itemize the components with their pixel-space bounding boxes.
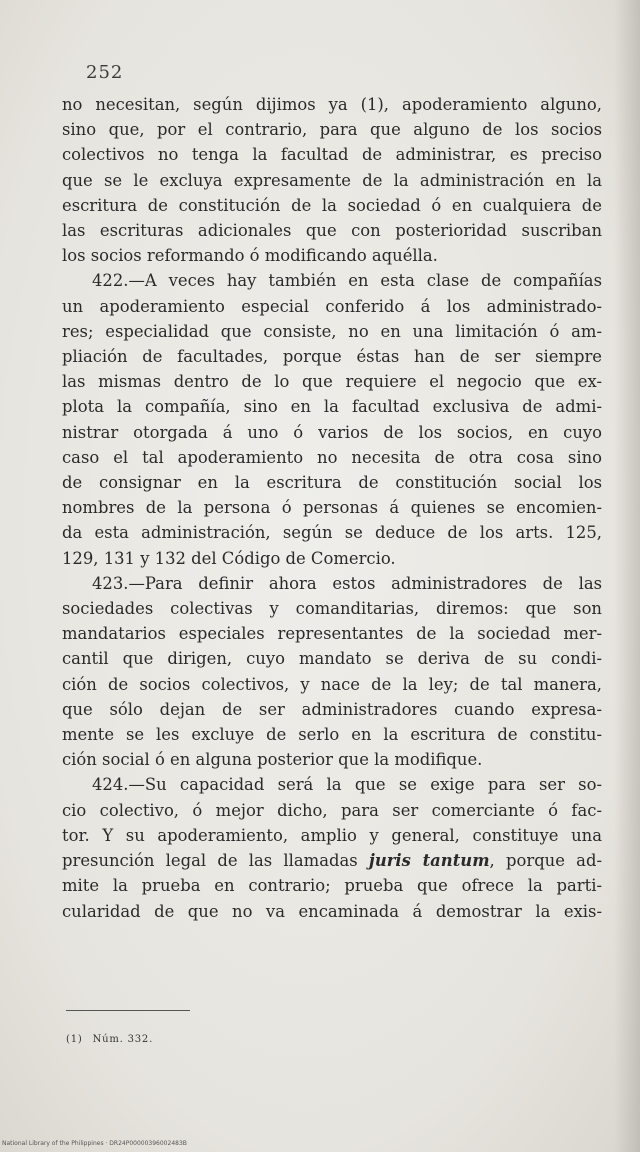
- text-line: caso el tal apoderamiento no necesita de otra cosa sino: [62, 447, 602, 467]
- text-line: no necesitan, según dijimos ya (1), apoderamiento alguno,: [62, 95, 602, 114]
- text-line: mite la prueba en contrario; prueba que ofrece la parti-: [62, 876, 602, 896]
- body-text: [62, 92, 602, 924]
- text-line: nombres de la persona ó personas á quienes se encomien-: [62, 498, 602, 518]
- latin-term: juris tantum: [368, 851, 490, 871]
- text-line: 422.—A veces hay también en esta clase de compañías: [92, 271, 602, 291]
- text-line: que se le excluya expresamente de la administración en la: [62, 170, 602, 190]
- text-line: escritura de constitución de la sociedad ó en cualquiera de: [62, 195, 602, 215]
- page-edge-shadow: [614, 0, 640, 1152]
- text-line: sino que, por el contrario, para que alguno de los socios: [62, 120, 602, 140]
- footnote: [66, 1034, 153, 1045]
- text-line: sociedades colectivas y comanditarias, diremos: que son: [62, 599, 602, 619]
- text-line: 423.—Para definir ahora estos administradores de las: [92, 573, 602, 593]
- text-line: cantil que dirigen, cuyo mandato se deriva de su condi-: [62, 649, 602, 669]
- text-line: los socios reformando ó modificando aquélla.: [62, 246, 438, 266]
- footnote-divider: [66, 1010, 190, 1011]
- text-line: mente se les excluye de serlo en la escritura de constitu-: [62, 725, 602, 745]
- text-line: mandatarios especiales representantes de la sociedad mer-: [62, 624, 602, 644]
- text-line: pliación de facultades, porque éstas han de ser siempre: [62, 347, 602, 367]
- text-line: res; especialidad que consiste, no en una limitación ó am-: [62, 321, 602, 341]
- text-line: un apoderamiento especial conferido á los administrado-: [62, 296, 602, 316]
- text-line: ción social ó en alguna posterior que la modifique.: [62, 750, 483, 770]
- text-line: las escrituras adicionales que con posterioridad suscriban: [62, 221, 602, 241]
- text-line: que sólo dejan de ser administradores cuando expresa-: [62, 699, 602, 719]
- text-line: 129, 131 y 132 del Código de Comercio.: [62, 548, 396, 568]
- page-number: 252: [86, 62, 124, 83]
- footnote-marker: (1): [66, 1034, 83, 1045]
- text-line: las mismas dentro de lo que requiere el negocio que ex-: [62, 372, 602, 392]
- text-line: tor. Y su apoderamiento, amplio y general, constituye una: [62, 825, 602, 845]
- text-line: presunción legal de las llamadas juris tantum, porque ad-: [62, 851, 602, 871]
- text-line: cio colectivo, ó mejor dicho, para ser comerciante ó fac-: [62, 800, 602, 820]
- text-line: colectivos no tenga la facultad de administrar, es preciso: [62, 145, 602, 165]
- footnote-text: Núm. 332.: [92, 1034, 154, 1045]
- text-line: ción de socios colectivos, y nace de la ley; de tal manera,: [62, 674, 602, 694]
- text-line: plota la compañía, sino en la facultad exclusiva de admi-: [62, 397, 602, 417]
- text-line: da esta administración, según se deduce de los arts. 125,: [62, 523, 602, 543]
- text-line: 424.—Su capacidad será la que se exige para ser so-: [92, 775, 602, 795]
- scan-credit: National Library of the Philippines · DR24P00000396002483B: [2, 1140, 187, 1147]
- text-line: cularidad de que no va encaminada á demostrar la exis-: [62, 901, 602, 921]
- text-line: nistrar otorgada á uno ó varios de los socios, en cuyo: [62, 422, 602, 442]
- text-line: de consignar en la escritura de constitución social los: [62, 473, 602, 493]
